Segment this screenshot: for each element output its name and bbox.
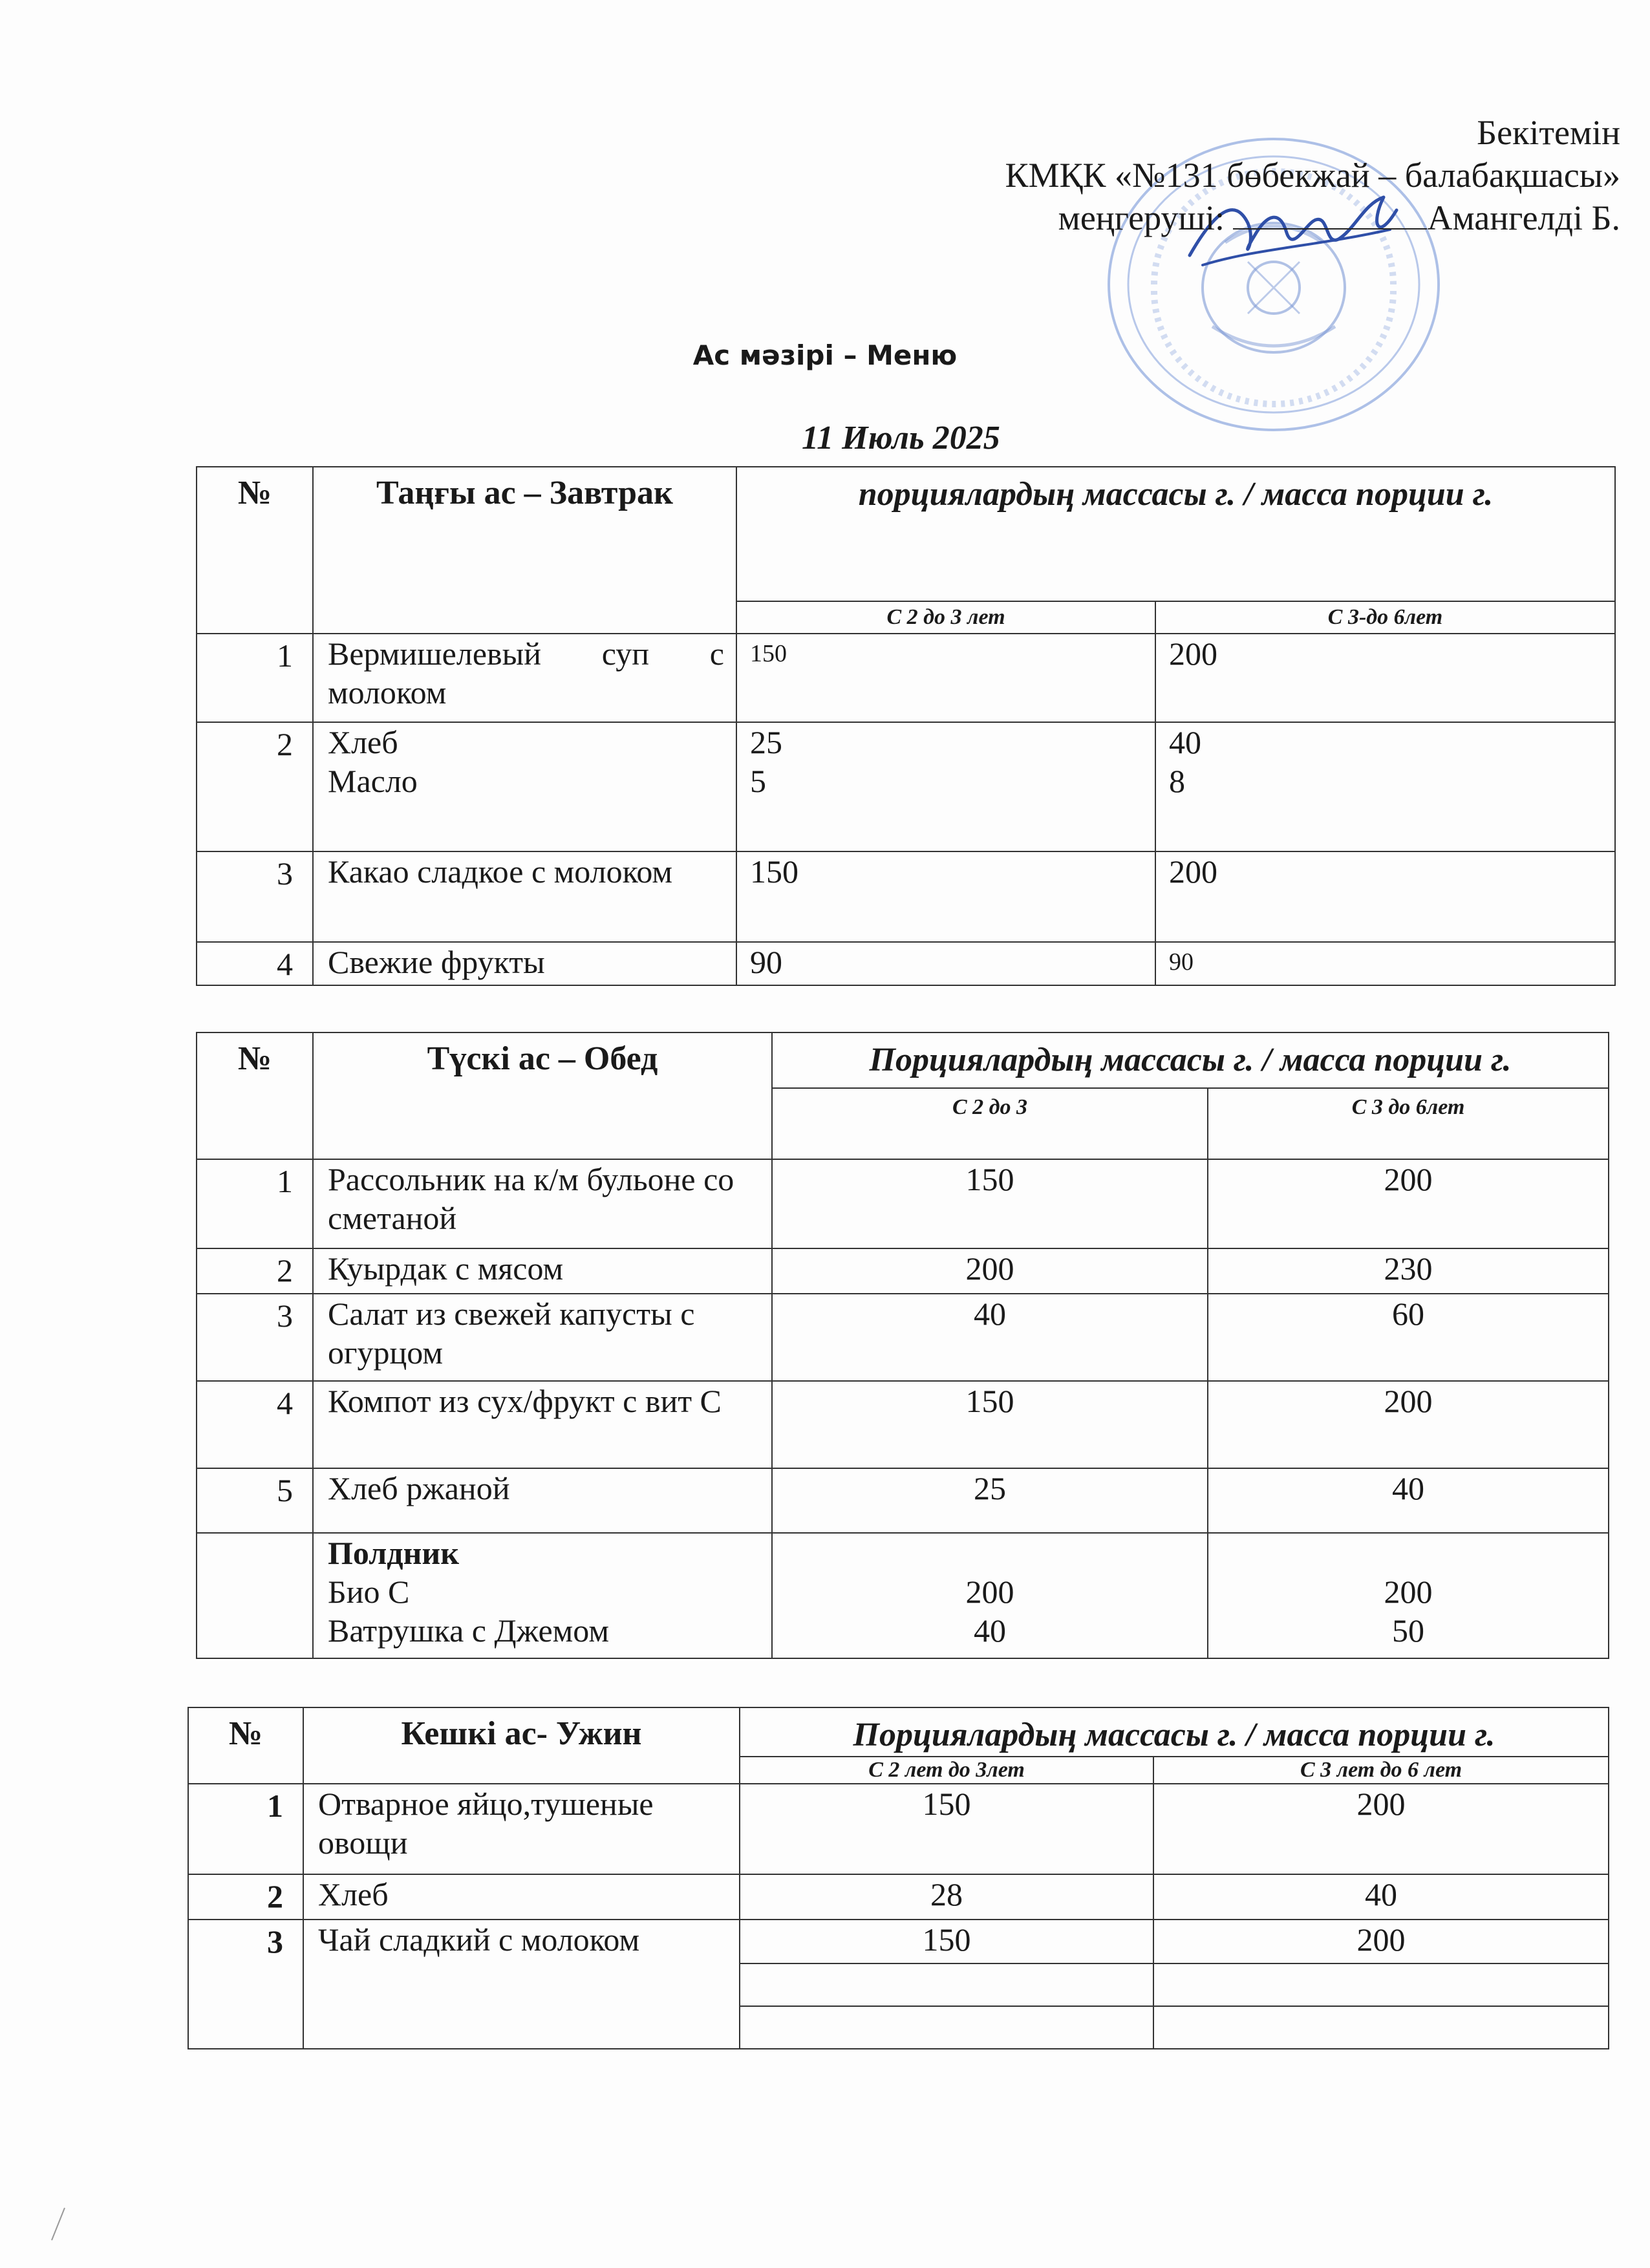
dish-name-bread: Хлеб bbox=[328, 724, 398, 760]
portion-2-3 bbox=[736, 722, 1155, 851]
snack-dishes bbox=[313, 1533, 772, 1658]
portion-3-6: 230 bbox=[1208, 1248, 1609, 1294]
dish-name: Ватрушка с Джемом bbox=[328, 1612, 609, 1649]
dish-name: Салат из свежей капусты с огурцом bbox=[313, 1294, 772, 1381]
menu-date: 11 Июль 2025 bbox=[802, 420, 1000, 456]
dish-name bbox=[313, 722, 736, 851]
table-row bbox=[197, 1468, 1609, 1533]
signature-line bbox=[1233, 197, 1427, 230]
table-row bbox=[197, 1294, 1609, 1381]
lunch-table bbox=[196, 1032, 1609, 1659]
row-number: 3 bbox=[197, 1294, 313, 1381]
dish-name: Свежие фрукты bbox=[313, 942, 736, 985]
table-row bbox=[197, 1159, 1609, 1248]
portion-2-3: 150 bbox=[740, 1784, 1153, 1874]
breakfast-header-number: № bbox=[197, 467, 313, 634]
portion-3-6 bbox=[1208, 1533, 1609, 1658]
dinner-header-age-2-3: С 2 лет до 3лет bbox=[740, 1757, 1153, 1784]
row-number: 2 bbox=[197, 722, 313, 851]
portion-3-6: 40 bbox=[1153, 1874, 1609, 1920]
portion-3-6: 200 bbox=[1155, 634, 1615, 722]
row-number: 5 bbox=[197, 1468, 313, 1533]
snack-title: Полдник bbox=[328, 1535, 460, 1571]
table-row-snack bbox=[197, 1533, 1609, 1658]
portion-2-3: 150 bbox=[740, 1920, 1153, 1963]
portion-3-6: 90 bbox=[1155, 942, 1615, 985]
table-row bbox=[197, 634, 1615, 722]
row-number: 4 bbox=[197, 1381, 313, 1468]
portion-2-3: 150 bbox=[772, 1159, 1208, 1248]
approval-block bbox=[1005, 111, 1620, 239]
empty-cell bbox=[1153, 1963, 1609, 2006]
row-number: 2 bbox=[197, 1248, 313, 1294]
row-number: 4 bbox=[197, 942, 313, 985]
breakfast-header-age-3-6: С 3-до 6лет bbox=[1155, 601, 1615, 634]
lunch-header-mass: Порциялардың массасы г. / масса порции г. bbox=[772, 1032, 1609, 1088]
portion-3-6: 200 bbox=[1155, 851, 1615, 942]
breakfast-header-age-2-3: С 2 до 3 лет bbox=[736, 601, 1155, 634]
dish-name: Рассольник на к/м бульоне со сметаной bbox=[313, 1159, 772, 1248]
row-number bbox=[197, 1533, 313, 1658]
lunch-header-meal: Түскі ас – Обед bbox=[313, 1032, 772, 1159]
row-number: 3 bbox=[197, 851, 313, 942]
dish-name-butter: Масло bbox=[328, 763, 418, 799]
approval-position: меңгеруші: bbox=[1058, 198, 1225, 237]
dish-name: Чай сладкий с молоком bbox=[303, 1920, 740, 2049]
table-row bbox=[197, 1381, 1609, 1468]
table-row bbox=[188, 1784, 1609, 1874]
dinner-header-number: № bbox=[188, 1707, 303, 1784]
portion-3-6: 200 bbox=[1208, 1159, 1609, 1248]
portion-2-3: 200 bbox=[772, 1248, 1208, 1294]
portion-2-3: 90 bbox=[736, 942, 1155, 985]
approval-organization: КМҚК «№131 бөбекжай – балабақшасы» bbox=[1005, 156, 1620, 195]
empty-cell bbox=[740, 1963, 1153, 2006]
row-number: 3 bbox=[188, 1920, 303, 2049]
table-row bbox=[197, 1248, 1609, 1294]
dish-name: Вермишелевый суп с молоком bbox=[313, 634, 736, 722]
breakfast-header-mass: порциялардың массасы г. / масса порции г. bbox=[736, 467, 1615, 601]
portion-2-3: 28 bbox=[740, 1874, 1153, 1920]
portion-value: 40 bbox=[974, 1612, 1006, 1649]
row-number: 1 bbox=[197, 1159, 313, 1248]
portion-2-3: 150 bbox=[772, 1381, 1208, 1468]
approval-heading: Бекітемін bbox=[1477, 113, 1620, 152]
portion-value: 25 bbox=[750, 724, 782, 760]
portion-value: 40 bbox=[1169, 724, 1201, 760]
dinner-header-mass: Порциялардың массасы г. / масса порции г. bbox=[740, 1707, 1609, 1757]
portion-3-6: 60 bbox=[1208, 1294, 1609, 1381]
portion-2-3 bbox=[772, 1533, 1208, 1658]
lunch-header-number: № bbox=[197, 1032, 313, 1159]
portion-3-6 bbox=[1155, 722, 1615, 851]
approval-name: Амангелді Б. bbox=[1427, 198, 1620, 237]
portion-value: 8 bbox=[1169, 763, 1185, 799]
row-number: 1 bbox=[197, 634, 313, 722]
portion-2-3: 150 bbox=[736, 634, 1155, 722]
dish-name: Куырдак с мясом bbox=[313, 1248, 772, 1294]
dish-name: Отварное яйцо,тушеные овощи bbox=[303, 1784, 740, 1874]
approval-signatory bbox=[1005, 197, 1620, 239]
portion-value: 5 bbox=[750, 763, 766, 799]
portion-value: 200 bbox=[965, 1574, 1014, 1610]
dish-name: Компот из сух/фрукт с вит С bbox=[313, 1381, 772, 1468]
dish-name: Какао сладкое с молоком bbox=[313, 851, 736, 942]
portion-3-6: 40 bbox=[1208, 1468, 1609, 1533]
breakfast-header-meal: Таңғы ас – Завтрак bbox=[313, 467, 736, 634]
dinner-table bbox=[188, 1707, 1609, 2049]
empty-cell bbox=[740, 2006, 1153, 2049]
dish-name: Хлеб ржаной bbox=[313, 1468, 772, 1533]
portion-value: 50 bbox=[1392, 1612, 1424, 1649]
dish-name: Хлеб bbox=[303, 1874, 740, 1920]
portion-3-6: 200 bbox=[1208, 1381, 1609, 1468]
breakfast-table bbox=[196, 466, 1616, 986]
portion-2-3: 25 bbox=[772, 1468, 1208, 1533]
lunch-header-age-2-3: С 2 до 3 bbox=[772, 1088, 1208, 1159]
empty-cell bbox=[1153, 2006, 1609, 2049]
row-number: 1 bbox=[188, 1784, 303, 1874]
dinner-header-meal: Кешкі ас- Ужин bbox=[303, 1707, 740, 1784]
portion-2-3: 150 bbox=[736, 851, 1155, 942]
portion-2-3: 40 bbox=[772, 1294, 1208, 1381]
table-row bbox=[197, 851, 1615, 942]
lunch-header-age-3-6: С 3 до 6лет bbox=[1208, 1088, 1609, 1159]
page-title: Ас мәзірі – Меню bbox=[692, 339, 958, 371]
table-row bbox=[197, 722, 1615, 851]
portion-value: 200 bbox=[1384, 1574, 1433, 1610]
portion-3-6: 200 bbox=[1153, 1920, 1609, 1963]
dinner-header-age-3-6: С 3 лет до 6 лет bbox=[1153, 1757, 1609, 1784]
table-row bbox=[197, 942, 1615, 985]
table-row bbox=[188, 1874, 1609, 1920]
portion-3-6: 200 bbox=[1153, 1784, 1609, 1874]
row-number: 2 bbox=[188, 1874, 303, 1920]
scan-mark bbox=[45, 2205, 71, 2243]
table-row bbox=[188, 1920, 1609, 1963]
dish-name: Био С bbox=[328, 1574, 410, 1610]
